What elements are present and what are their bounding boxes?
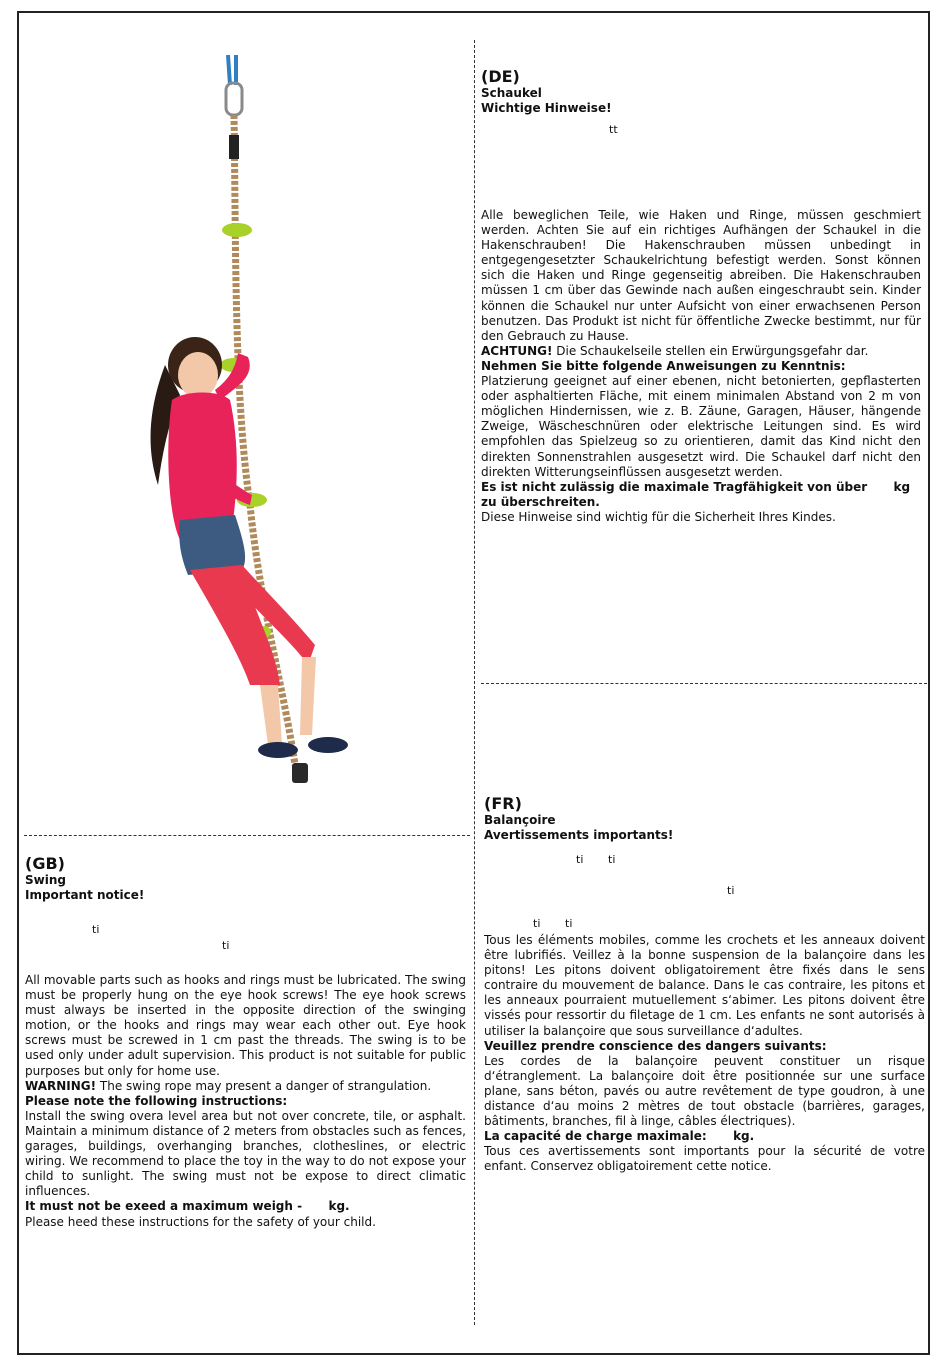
- max-load-text: It must not be exeed a maximum weigh -: [25, 1199, 303, 1214]
- stray-ligature: ti: [92, 923, 100, 936]
- paragraph: Install the swing overa level area but not over concrete, tile, or asphalt. Maintain a minimum distance of 2 meters from obstacles such as fences, garages, buildings, overhanging branches, clotheslines, or electric wiring. We recommend to place the toy in the way to do not expose your child to sunlight. The swing must not be expose to direct climatic influences.: [25, 1108, 466, 1199]
- closing-note: Please heed these instructions for the safety of your child.: [25, 1214, 376, 1229]
- section-gb: [25, 854, 466, 1229]
- instructions-heading: Please note the following instructions:: [25, 1093, 288, 1108]
- section-title: Balançoire: [484, 813, 556, 827]
- stray-ligature: ti: [727, 884, 735, 897]
- section-subtitle: Wichtige Hinweise!: [481, 101, 612, 115]
- warning-text: Die Schaukelseile stellen ein Erwürgungsgefahr dar.: [552, 343, 869, 358]
- section-subtitle: Avertissements importants!: [484, 828, 674, 842]
- stray-ligature: ti: [576, 853, 584, 866]
- rope-end-cap: [292, 763, 308, 783]
- rope-disc: [222, 223, 252, 237]
- instructions-heading: Nehmen Sie bitte folgende Anweisungen zu Kenntnis:: [481, 358, 846, 373]
- max-load-unit: kg: [893, 479, 911, 494]
- closing-note: Diese Hinweise sind wichtig für die Sicherheit Ihres Kindes.: [481, 509, 836, 524]
- max-load-unit: kg.: [328, 1199, 350, 1214]
- max-load-text: Es ist nicht zulässig die maximale Tragfähigkeit von über: [481, 479, 868, 494]
- paragraph: Tous les éléments mobiles, comme les crochets et les anneaux doivent être lubrifiés. Veillez à la bonne suspension de la balançoire dans les pitons! Les pitons doivent obligatoirement être fixés dans le sens contraire du mouvement de balance. Dans le cas contraire, les pitons et les anneaux pourraient mutuellement s‘abimer. Les pitons doivent être vissés pour ressortir du filetage de 1 cm. Les enfants ne sont autorisés à utiliser la balançoire que sous surveillance d‘adultes.: [484, 933, 925, 1038]
- max-load-text: La capacité de charge maximale:: [484, 1129, 707, 1144]
- rope-clamp: [229, 135, 239, 159]
- paragraph: Les cordes de la balançoire peuvent constituer un risque d‘étranglement. La balançoire doit être positionnée sur une surface plane, sans béton, pavés ou autre revêtement de type goudron, à une distance d‘au moins 2 mètres de tout obstacle (barrières, garages, bâtiments, branches, fil à linge, câbles électriques).: [484, 1053, 925, 1129]
- max-load-text-end: zu überschreiten.: [481, 494, 600, 509]
- leg: [260, 685, 282, 745]
- warning-text: The swing rope may present a danger of strangulation.: [96, 1078, 432, 1093]
- paragraph: Alle beweglichen Teile, wie Haken und Ringe, müssen geschmiert werden. Achten Sie auf ein richtiges Aufhängen der Schaukel in die Hakenschrauben! Die Hakenschrauben müssen unbedingt in entgegengesetzter Schaukelrichtung befestigt werden. Sonst können sich die Haken und Ringe gegenseitig abreiben. Die Hakenschrauben müssen 1 cm über das Gewinde nach außen eingeschraubt sein. Kinder können die Schaukel nur unter Aufsicht von einer erwachsenen Person benutzen. Das Produkt ist nicht für öffentliche Zwecke bestimmt, nur für den Gebrauch zu Hause.: [481, 208, 921, 343]
- section-title: Schaukel: [481, 86, 542, 100]
- section-subtitle: Important notice!: [25, 888, 145, 902]
- section-de: [481, 67, 921, 524]
- face: [178, 352, 218, 398]
- stray-ligature: ti: [533, 917, 541, 930]
- right-cut-line: [481, 683, 927, 684]
- stray-ligature: tt: [609, 123, 618, 136]
- left-cut-line: [24, 835, 470, 836]
- paragraph: All movable parts such as hooks and rings must be lubricated. The swing must be properly hung on the eye hook screws! The eye hook screws must always be inserted in the opposite direction of the swinging motion, or the hooks and rings may wear each other out. Eye hook screws must be screwed in 1 cm past the threads. The swing is to be used only under adult supervision. This product is not suitable for public purposes but only for home use.: [25, 973, 466, 1078]
- max-load-unit: kg.: [733, 1129, 755, 1144]
- warning-label: WARNING!: [25, 1078, 97, 1093]
- stray-ligature: ti: [608, 853, 616, 866]
- lang-code: (DE): [481, 67, 520, 86]
- carabiner-icon: [226, 83, 242, 115]
- closing-note: Tous ces avertissements sont importants pour la sécurité de votre enfant. Conservez obligatoirement cette notice.: [484, 1144, 925, 1174]
- vertical-cut-line: [474, 40, 475, 1325]
- stray-ligature: ti: [565, 917, 573, 930]
- dangers-heading: Veuillez prendre conscience des dangers suivants:: [484, 1038, 827, 1053]
- lang-code: (GB): [25, 854, 65, 873]
- product-photo: [110, 45, 410, 815]
- section-fr: [484, 794, 925, 1174]
- shoe: [258, 742, 298, 758]
- stray-ligature: ti: [222, 939, 230, 952]
- section-title: Swing: [25, 873, 66, 887]
- warning-label: ACHTUNG!: [481, 343, 553, 358]
- lang-code: (FR): [484, 794, 522, 813]
- blue-strap: [228, 55, 236, 85]
- leg-right: [300, 657, 316, 735]
- shoe-right: [308, 737, 348, 753]
- paragraph: Platzierung geeignet auf einer ebenen, nicht betonierten, gepflasterten oder asphaltierten Fläche, mit einem minimalen Abstand von 2 m von möglichen Hindernissen, wie z. B. Zäune, Garagen, Häuser, hängende Zweige, Wäscheschnüren oder elektrische Leitungen sind. Es wird empfohlen das Spielzeug so zu orientieren, damit das Kind nicht den direkten Sonnenstrahlen ausgesetzt wird. Die Schaukel darf nicht den direkten Witterungseinflüssen ausgesetzt werden.: [481, 374, 921, 479]
